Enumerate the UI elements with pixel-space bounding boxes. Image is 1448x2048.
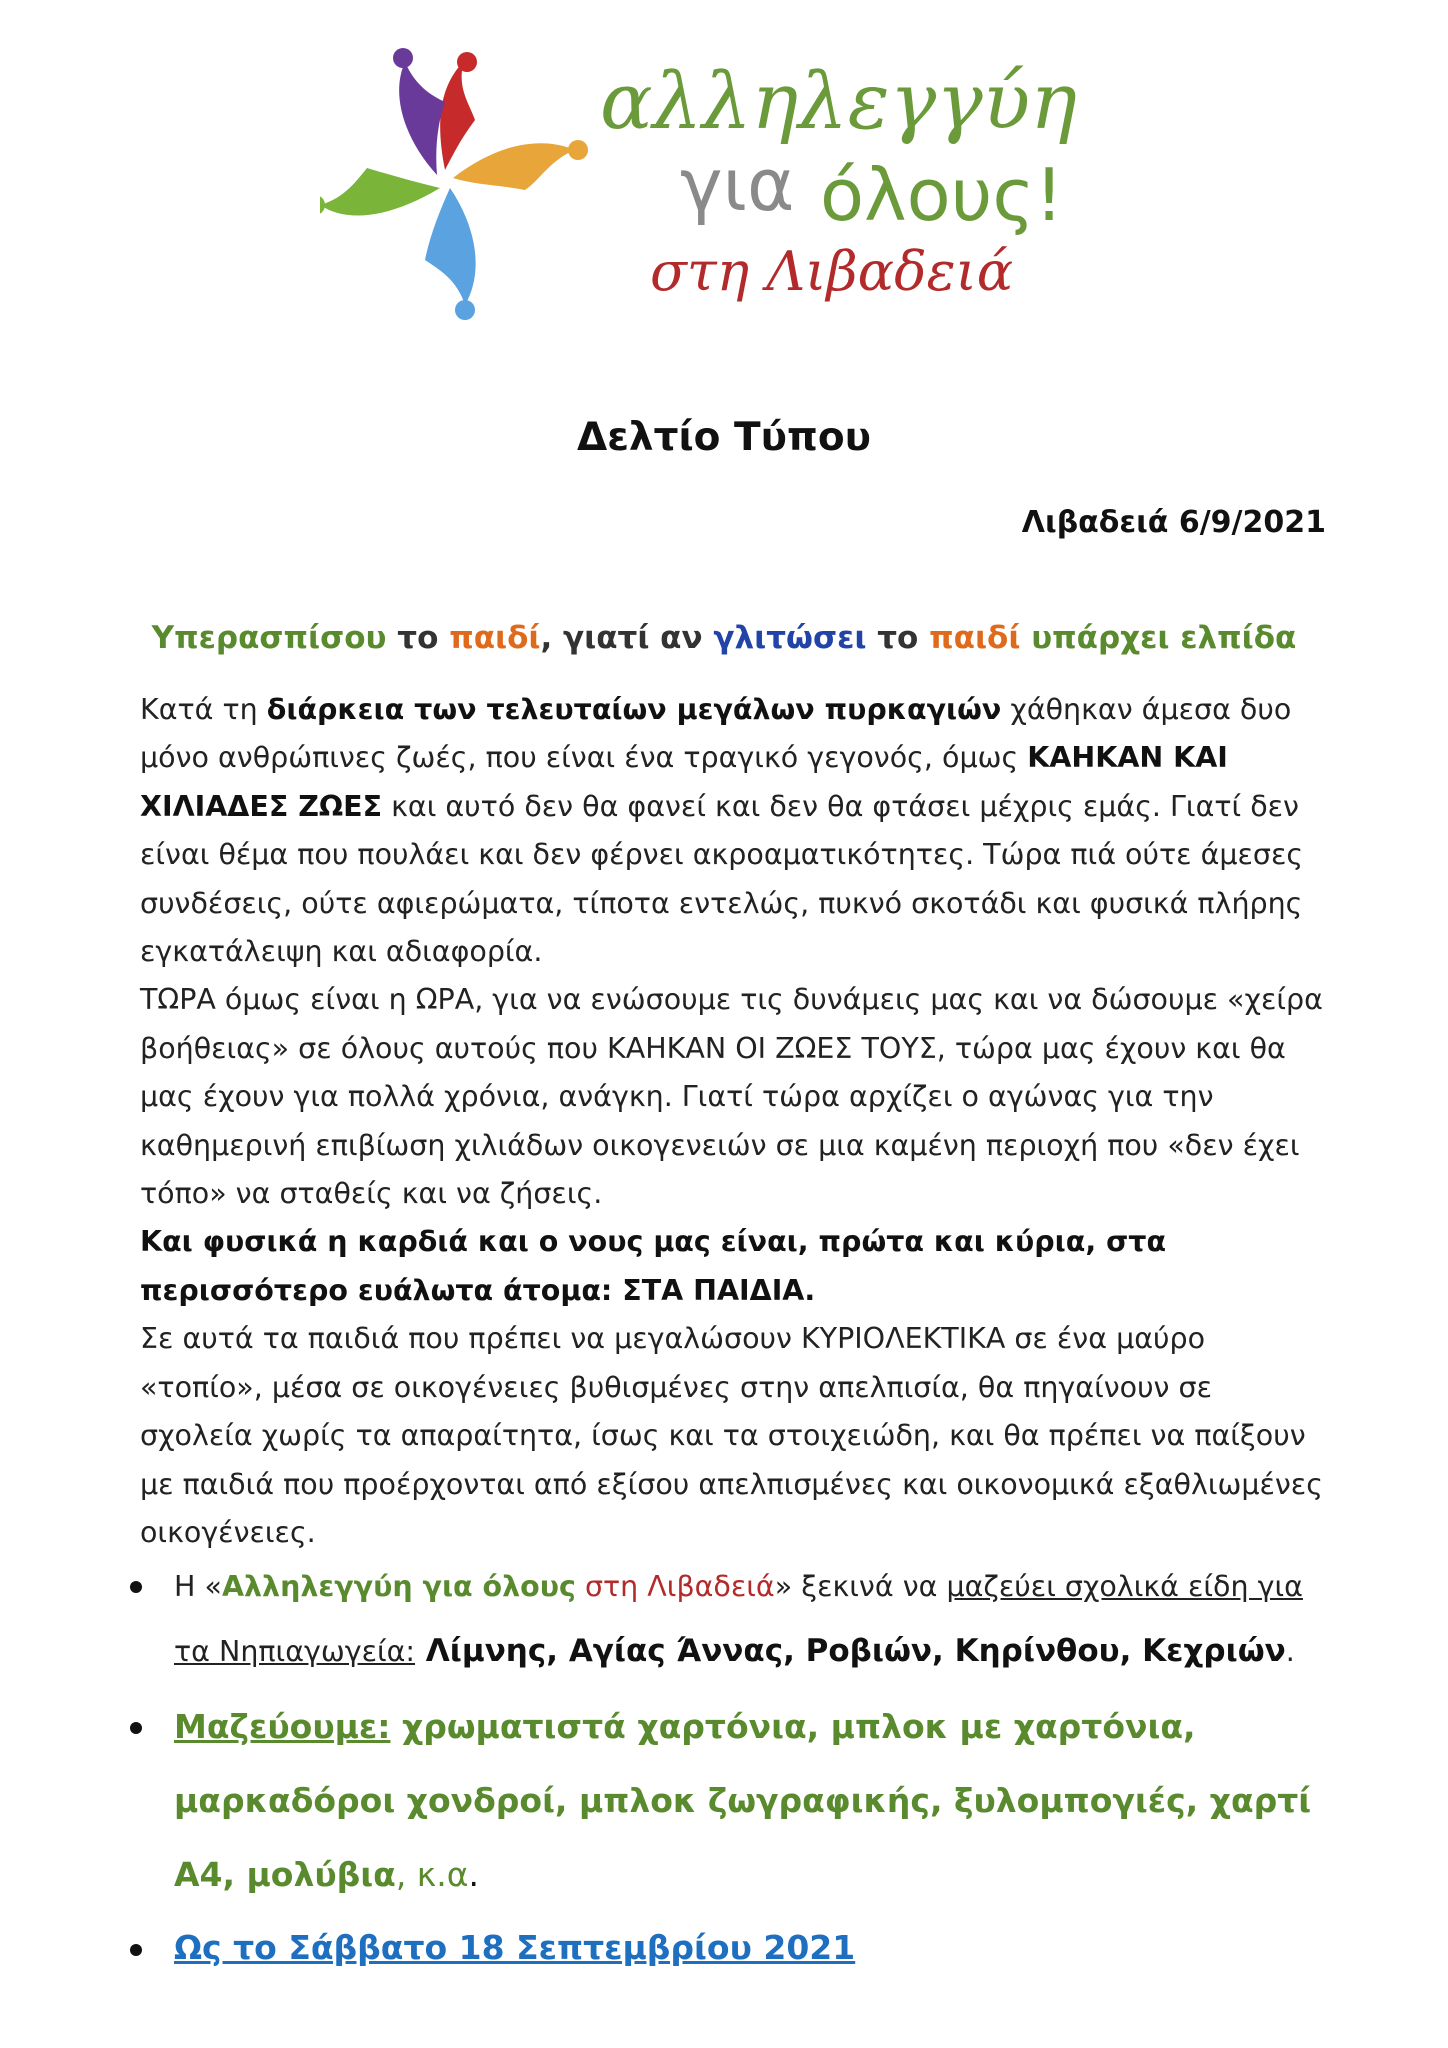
bullet-item-collection: [130, 1555, 1340, 1684]
slogan-part: παιδί: [929, 620, 1021, 656]
paragraph-1: [140, 686, 1330, 976]
kindergarten-list: Λίμνης, Αγίας Άννας, Ροβιών, Κηρίνθου, Κεχριών: [415, 1633, 1286, 1669]
text-run-bold: Και φυσικά η καρδιά και ο νους μας είναι, πρώτα και κύρια, στα περισσότερο ευάλωτα άτομα: ΣΤΑ ΠΑΙΔΙΑ.: [140, 1225, 1167, 1307]
bullet-icon: [130, 1581, 142, 1593]
logo-text-line3: στη Λιβαδειά: [650, 240, 1014, 303]
bullet-list: [130, 1555, 1340, 1978]
text-run: και αυτό δεν θα φανεί και δεν θα φτάσει μέχρις εμάς. Γιατί δεν είναι θέμα που πουλάει και δεν φέρνει ακροαματικότητες. Τώρα πιά ούτε άμεσες συνδέσεις, ούτε αφιερώματα, τίποτα εντελώς, πυκνό σκοτάδι και φυσικά πλήρης εγκατάλειψη και αδιαφορία.: [140, 789, 1304, 969]
slogan-part: γλιτώσει: [713, 620, 867, 656]
paragraph-4: Σε αυτά τα παιδιά που πρέπει να μεγαλώσουν ΚΥΡΙΟΛΕΚΤΙΚΑ σε ένα μαύρο «τοπίο», μέσα σε οικογένειες βυθισμένες στην απελπισία, θα πηγαίνουν σε σχολεία χωρίς τα απαραίτητα, ίσως και τα στοιχειώδη, και θα πρέπει να παίξουν με παιδιά που προέρχονται από εξίσου απελπισμένες και οικονομικά εξαθλιωμένες οικογένειες.: [140, 1322, 1323, 1549]
slogan-part: το: [397, 620, 439, 656]
bullet-icon: [130, 1722, 142, 1734]
slogan-part: υπάρχει ελπίδα: [1031, 620, 1297, 656]
text-run-bold: ΚΑΗΚΑΝ ΚΑΙ ΧΙΛΙΑΔΕΣ ΖΩΕΣ: [140, 741, 1228, 823]
organization-logo: [320, 40, 1140, 320]
slogan-part: , γιατί αν: [540, 620, 703, 656]
text-run: χάθηκαν άμεσα δυο μόνο ανθρώπινες ζωές, που είναι ένα τραγικό γεγονός, όμως: [140, 693, 1292, 775]
pinwheel-figures-icon: [320, 48, 588, 320]
logo-graphic: [320, 40, 1140, 320]
slogan-part: το: [877, 620, 919, 656]
org-name-red: στη Λιβαδειά: [575, 1570, 775, 1603]
logo-text-line2b: όλους!: [820, 153, 1064, 237]
logo-text-line2a: για: [680, 143, 795, 227]
bullet-item-deadline: [130, 1918, 1340, 1978]
slogan: [0, 620, 1448, 656]
text-run: Η «: [174, 1570, 222, 1603]
text-run-underlined: μαζεύει σχολικά είδη για τα Νηπιαγωγεία:: [174, 1570, 1303, 1668]
paragraph-2: ΤΩΡΑ όμως είναι η ΩΡΑ, για να ενώσουμε τις δυνάμεις μας και να δώσουμε «χείρα βοήθειας» σε όλους αυτούς που ΚΑΗΚΑΝ ΟΙ ΖΩΕΣ ΤΟΥΣ, τώρα μας έχουν και θα μας έχουν για πολλά χρόνια, ανάγκη. Γιατί τώρα αρχίζει ο αγώνας για την καθημερινή επιβίωση χιλιάδων οικογενειών σε μια καμένη περιοχή που «δεν έχει τόπο» να σταθείς και να ζήσεις.: [140, 983, 1323, 1211]
text-run: , κ.α: [395, 1855, 469, 1894]
slogan-part: παιδί: [449, 620, 541, 656]
text-run: .: [468, 1855, 479, 1894]
bullet-icon: [130, 1944, 142, 1956]
text-run: Κατά τη: [140, 693, 267, 726]
release-date: Λιβαδειά 6/9/2021: [1021, 505, 1326, 540]
text-run: » ξεκινά να: [774, 1570, 947, 1603]
text-run: .: [1285, 1635, 1295, 1668]
press-release-body: [140, 686, 1330, 1557]
org-name-green: Αλληλεγγύη για όλους: [221, 1570, 576, 1603]
text-run-bold: διάρκεια των τελευταίων μεγάλων πυρκαγιών: [266, 693, 1002, 726]
supplies-list: χρωματιστά χαρτόνια, μπλοκ με χαρτόνια, μαρκαδόροι χονδροί, μπλοκ ζωγραφικής, ξυλομπογιές, χαρτί Α4, μολύβια: [174, 1707, 1312, 1894]
bullet-item-supplies: [130, 1690, 1340, 1912]
deadline-text: Ως το Σάββατο 18 Σεπτεμβρίου 2021: [174, 1928, 856, 1967]
logo-text-line1: αλληλεγγύη: [600, 57, 1077, 147]
slogan-part: Υπερασπίσου: [151, 620, 387, 656]
page-title: Δελτίο Τύπου: [577, 415, 871, 460]
supplies-label: Μαζεύουμε:: [174, 1707, 391, 1746]
paragraph-3: [140, 1218, 1330, 1315]
